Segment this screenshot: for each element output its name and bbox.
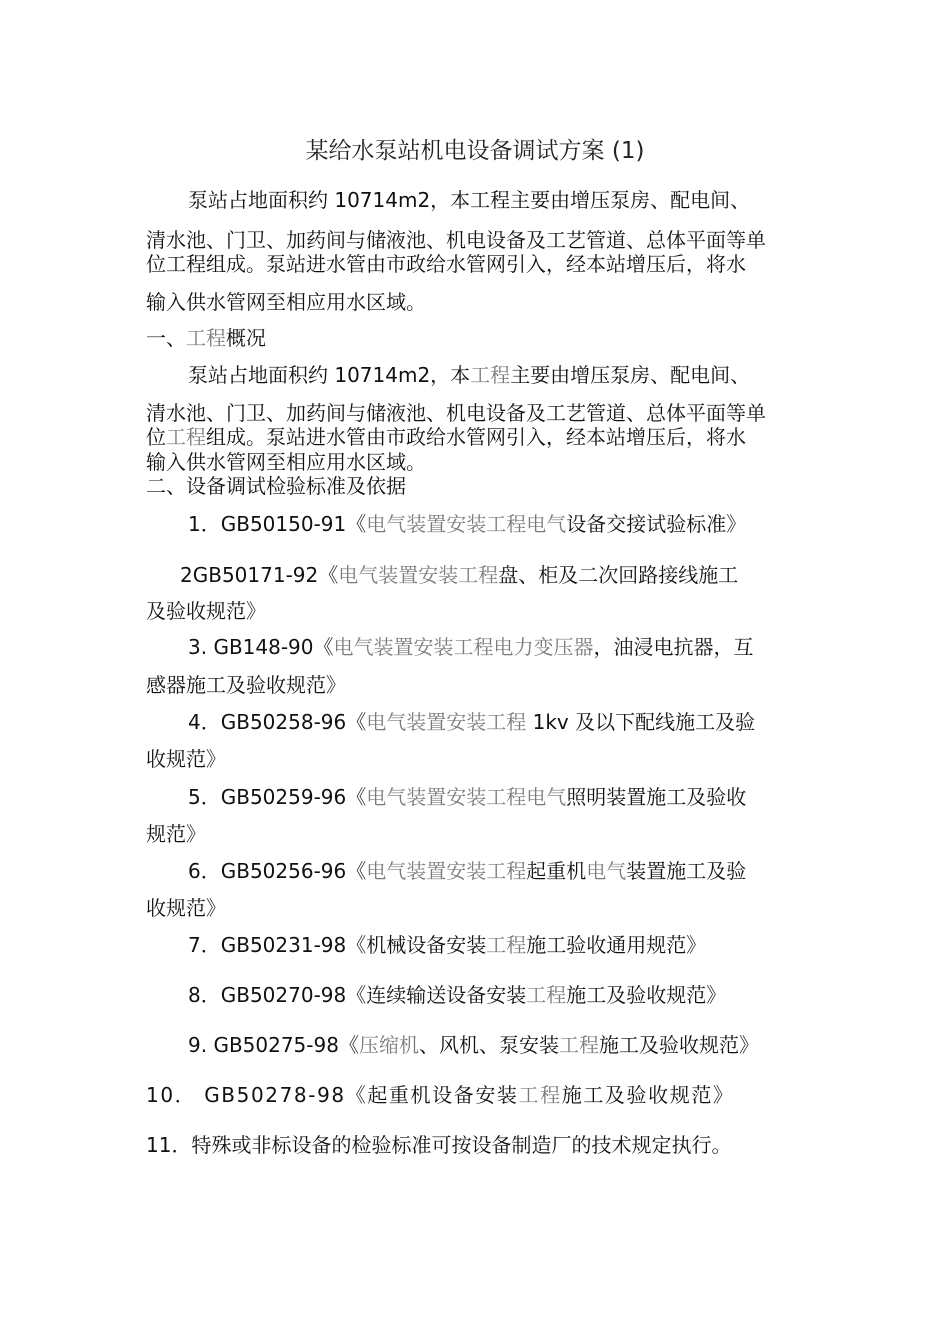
standard-item-4: 4．GB50258-96《电气装置安装工程 1kv 及以下配线施工及验 [188, 710, 756, 734]
standard-item-8: 8．GB50270-98《连续输送设备安装工程施工及验收规范》 [188, 983, 727, 1007]
intro-line-4: 输入供水管网至相应用水区域。 [146, 290, 426, 314]
section-1-line-1: 泵站占地面积约 10714m2，本工程主要由增压泵房、配电间、 [188, 363, 751, 387]
standard-item-3-cont: 感器施工及验收规范》 [146, 673, 346, 697]
intro-line-2: 清水池、门卫、加药间与储液池、机电设备及工艺管道、总体平面等单 [146, 228, 766, 252]
standard-item-4-cont: 收规范》 [146, 747, 226, 771]
section-1-line-3: 位工程组成。泵站进水管由市政给水管网引入，经本站增压后，将水 [146, 425, 746, 449]
section-2-heading: 二、设备调试检验标准及依据 [146, 474, 406, 498]
page-title: 某给水泵站机电设备调试方案 (1) [305, 138, 645, 164]
standard-item-3: 3. GB148-90《电气装置安装工程电力变压器，油浸电抗器，互 [188, 635, 754, 659]
standard-item-9: 9. GB50275-98《压缩机、风机、泵安装工程施工及验收规范》 [188, 1033, 759, 1057]
standard-item-7: 7．GB50231-98《机械设备安装工程施工验收通用规范》 [188, 933, 707, 957]
standard-item-1: 1．GB50150-91《电气装置安装工程电气设备交接试验标准》 [188, 512, 747, 536]
section-1-line-4: 输入供水管网至相应用水区域。 [146, 450, 426, 474]
standard-item-10: 10． GB50278-98《起重机设备安装工程施工及验收规范》 [146, 1083, 735, 1107]
intro-line-3: 位工程组成。泵站进水管由市政给水管网引入，经本站增压后，将水 [146, 252, 746, 276]
section-1-line-2: 清水池、门卫、加药间与储液池、机电设备及工艺管道、总体平面等单 [146, 401, 766, 425]
section-1-heading: 一、工程概况 [146, 326, 266, 350]
standard-item-11: 11．特殊或非标设备的检验标准可按设备制造厂的技术规定执行。 [146, 1133, 732, 1157]
standard-item-2: 2GB50171-92《电气装置安装工程盘、柜及二次回路接线施工 [180, 563, 739, 587]
standard-item-6: 6．GB50256-96《电气装置安装工程起重机电气装置施工及验 [188, 859, 747, 883]
intro-line-1: 泵站占地面积约 10714m2，本工程主要由增压泵房、配电间、 [188, 188, 751, 212]
standard-item-2-cont: 及验收规范》 [146, 599, 266, 623]
standard-item-5-cont: 规范》 [146, 822, 206, 846]
standard-item-5: 5．GB50259-96《电气装置安装工程电气照明装置施工及验收 [188, 785, 747, 809]
standard-item-6-cont: 收规范》 [146, 896, 226, 920]
